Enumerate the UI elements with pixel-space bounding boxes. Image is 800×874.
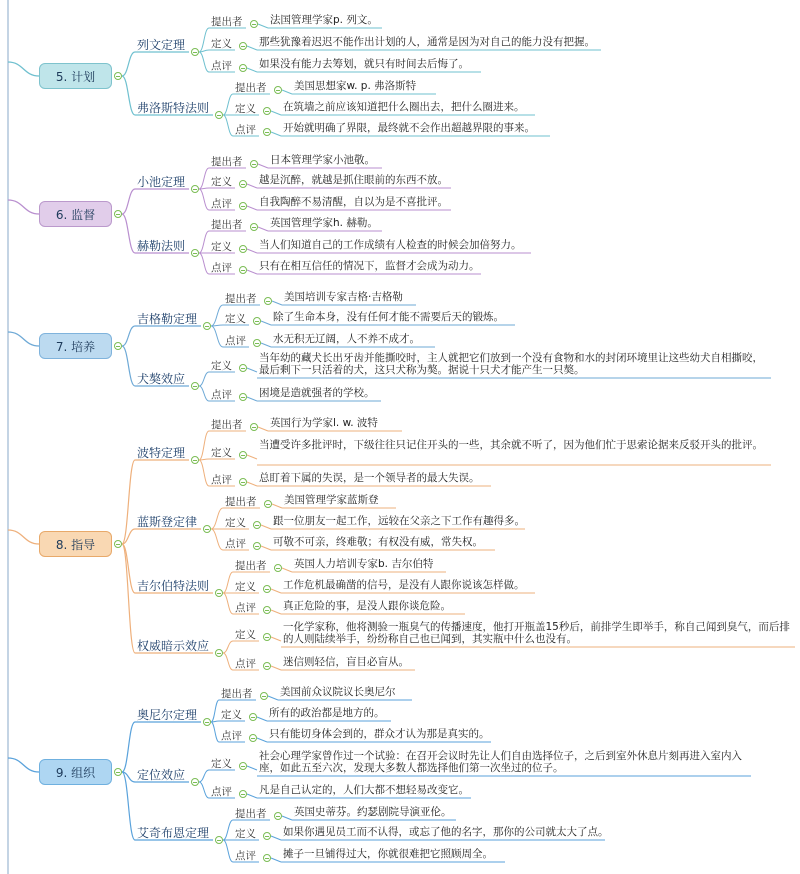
label-collapse-toggle[interactable] xyxy=(274,564,282,572)
row-label: 定义 xyxy=(235,103,256,115)
law-branch xyxy=(199,460,209,486)
law-branch xyxy=(211,326,223,347)
label-link xyxy=(261,546,271,550)
law-node[interactable]: 艾奇布恩定理 xyxy=(137,826,210,840)
label-collapse-toggle[interactable] xyxy=(250,160,258,168)
label-collapse-toggle[interactable] xyxy=(253,542,261,550)
law-branch xyxy=(211,508,223,529)
row-label: 点评 xyxy=(225,538,246,550)
law-branch xyxy=(223,572,233,593)
law-branch xyxy=(199,189,209,210)
row-label: 点评 xyxy=(221,730,242,742)
law-collapse-toggle[interactable] xyxy=(203,718,211,726)
label-collapse-toggle[interactable] xyxy=(250,20,258,28)
law-collapse-toggle[interactable] xyxy=(191,48,199,56)
label-collapse-toggle[interactable] xyxy=(239,180,247,188)
detail-text: 总盯着下属的失误，是一个领导者的最大失误。 xyxy=(259,472,480,484)
category-branch xyxy=(122,722,135,772)
row-label: 点评 xyxy=(235,602,256,614)
label-collapse-toggle[interactable] xyxy=(250,423,258,431)
row-label: 提出者 xyxy=(235,82,267,94)
law-collapse-toggle[interactable] xyxy=(215,589,223,597)
law-branch xyxy=(199,431,209,460)
label-link xyxy=(271,836,281,840)
category-branch xyxy=(122,544,135,653)
trunk-branch xyxy=(8,62,39,76)
law-branch xyxy=(199,28,209,52)
law-node[interactable]: 波特定理 xyxy=(137,446,186,460)
label-collapse-toggle[interactable] xyxy=(263,107,271,115)
label-link xyxy=(261,321,271,325)
law-branch xyxy=(199,168,209,189)
row-label: 提出者 xyxy=(211,219,243,231)
row-label: 提出者 xyxy=(235,560,267,572)
category-node[interactable]: 5. 计划 xyxy=(39,63,112,89)
row-label: 点评 xyxy=(211,786,232,798)
label-collapse-toggle[interactable] xyxy=(239,245,247,253)
law-collapse-toggle[interactable] xyxy=(215,111,223,119)
law-node[interactable]: 犬獒效应 xyxy=(137,372,186,386)
detail-text: 所有的政治都是地方的。 xyxy=(269,707,385,719)
category-node[interactable]: 7. 培养 xyxy=(39,333,112,359)
label-collapse-toggle[interactable] xyxy=(263,662,271,670)
category-branch xyxy=(122,346,135,386)
law-node[interactable]: 赫勒法则 xyxy=(137,239,186,253)
label-link xyxy=(247,68,257,72)
label-collapse-toggle[interactable] xyxy=(263,633,271,641)
detail-text: 英国管理学家h. 赫勒。 xyxy=(270,217,378,229)
law-branch xyxy=(199,253,209,274)
law-branch xyxy=(211,305,223,326)
label-link xyxy=(258,227,268,231)
label-link xyxy=(247,766,257,770)
row-label: 定义 xyxy=(225,517,246,529)
law-branch xyxy=(223,641,233,653)
label-collapse-toggle[interactable] xyxy=(264,500,272,508)
detail-text: 在筑墙之前应该知道把什么圈出去，把什么圈进来。 xyxy=(283,101,525,113)
law-branch xyxy=(199,52,209,72)
label-collapse-toggle[interactable] xyxy=(239,64,247,72)
law-branch xyxy=(199,782,209,798)
law-branch xyxy=(199,770,209,782)
row-label: 点评 xyxy=(235,658,256,670)
law-branch xyxy=(223,593,233,614)
law-branch xyxy=(223,653,233,670)
detail-text: 如果你遇见员工而不认得，或忘了他的名字，那你的公司就太大了点。 xyxy=(283,826,609,838)
row-label: 定义 xyxy=(211,447,232,459)
label-link xyxy=(261,525,271,529)
label-collapse-toggle[interactable] xyxy=(274,86,282,94)
law-collapse-toggle[interactable] xyxy=(191,249,199,257)
label-link xyxy=(247,46,257,50)
row-label: 定义 xyxy=(225,313,246,325)
label-link xyxy=(282,816,292,820)
label-link xyxy=(257,717,267,721)
category-node[interactable]: 9. 组织 xyxy=(39,759,112,785)
law-node[interactable]: 权威暗示效应 xyxy=(137,639,210,653)
row-label: 定义 xyxy=(235,581,256,593)
law-node[interactable]: 小池定理 xyxy=(137,175,186,189)
detail-text: 凡是自己认定的，人们大都不想轻易改变它。 xyxy=(259,784,469,796)
label-link xyxy=(268,696,278,700)
label-link xyxy=(247,455,257,459)
row-label: 提出者 xyxy=(225,293,257,305)
label-link xyxy=(247,249,257,253)
label-collapse-toggle[interactable] xyxy=(263,832,271,840)
label-link xyxy=(271,610,281,614)
label-collapse-toggle[interactable] xyxy=(239,393,247,401)
category-node[interactable]: 6. 监督 xyxy=(39,201,112,227)
detail-text: 当年幼的藏犬长出牙齿并能撕咬时，主人就把它们放到一个没有食物和水的封闭环境里让这些幼犬自相撕咬，最后剩下一只活着的犬，这只犬称为獒。据说十只犬才能产生一只獒。 xyxy=(259,352,763,376)
label-collapse-toggle[interactable] xyxy=(263,606,271,614)
category-branch xyxy=(122,460,135,544)
category-branch xyxy=(122,52,135,76)
label-link xyxy=(271,637,281,641)
label-collapse-toggle[interactable] xyxy=(239,451,247,459)
label-link xyxy=(258,24,268,28)
law-node[interactable]: 吉尔伯特法则 xyxy=(137,579,210,593)
row-label: 点评 xyxy=(211,474,232,486)
row-label: 点评 xyxy=(225,335,246,347)
row-label: 提出者 xyxy=(225,496,257,508)
detail-text: 自我陶醉不易清醒，自以为是不喜批评。 xyxy=(259,196,448,208)
label-collapse-toggle[interactable] xyxy=(239,478,247,486)
detail-text: 摊子一旦铺得过大，你就很难把它照顾周全。 xyxy=(283,848,493,860)
law-collapse-toggle[interactable] xyxy=(203,322,211,330)
label-collapse-toggle[interactable] xyxy=(249,713,257,721)
law-branch xyxy=(199,372,209,386)
label-collapse-toggle[interactable] xyxy=(253,521,261,529)
detail-text: 社会心理学家曾作过一个试验：在召开会议时先让人们自由选择位子，之后到室外休息片刻再进入室内入座，如此五至六次，发现大多数人都选择他们第一次坐过的位子。 xyxy=(259,750,742,774)
label-link xyxy=(247,206,257,210)
row-label: 提出者 xyxy=(211,156,243,168)
law-node[interactable]: 吉格勒定理 xyxy=(137,312,198,326)
detail-text: 开始就明确了界限，最终就不会作出超越界限的事来。 xyxy=(283,122,535,134)
law-branch xyxy=(223,820,233,840)
row-label: 提出者 xyxy=(211,16,243,28)
detail-text: 美国培训专家吉格·吉格勒 xyxy=(284,291,403,303)
law-branch xyxy=(199,386,209,401)
category-branch xyxy=(122,189,135,214)
law-branch xyxy=(223,115,233,136)
law-branch xyxy=(211,722,219,742)
row-label: 定义 xyxy=(211,360,232,372)
label-link xyxy=(271,132,281,136)
law-collapse-toggle[interactable] xyxy=(191,778,199,786)
row-label: 提出者 xyxy=(211,419,243,431)
law-node[interactable]: 奥尼尔定理 xyxy=(137,708,198,722)
detail-text: 真正危险的事，是没人跟你谈危险。 xyxy=(283,600,451,612)
law-branch xyxy=(223,94,233,115)
detail-text: 只有能切身体会到的，群众才认为那是真实的。 xyxy=(269,728,490,740)
detail-text: 水无积无辽阔，人不养不成才。 xyxy=(273,333,420,345)
law-collapse-toggle[interactable] xyxy=(191,456,199,464)
trunk-branch xyxy=(8,758,39,772)
label-collapse-toggle[interactable] xyxy=(253,317,261,325)
law-branch xyxy=(211,700,219,722)
label-link xyxy=(247,482,257,486)
law-node[interactable]: 弗洛斯特法则 xyxy=(137,101,210,115)
label-collapse-toggle[interactable] xyxy=(263,854,271,862)
row-label: 提出者 xyxy=(221,688,253,700)
label-link xyxy=(247,794,257,798)
label-link xyxy=(271,111,281,115)
label-link xyxy=(247,368,257,372)
law-node[interactable]: 列文定理 xyxy=(137,38,186,52)
trunk-branch xyxy=(8,200,39,214)
label-collapse-toggle[interactable] xyxy=(239,762,247,770)
detail-text: 美国管理学家蓝斯登 xyxy=(284,494,379,506)
label-collapse-toggle[interactable] xyxy=(239,266,247,274)
label-collapse-toggle[interactable] xyxy=(253,339,261,347)
label-link xyxy=(258,427,268,431)
label-link xyxy=(272,504,282,508)
detail-text: 当人们知道自己的工作成绩有人检查的时候会加倍努力。 xyxy=(259,239,522,251)
label-collapse-toggle[interactable] xyxy=(263,128,271,136)
detail-text: 那些犹豫着迟迟不能作出计划的人，通常是因为对自己的能力没有把握。 xyxy=(259,36,595,48)
detail-text: 英国行为学家l. w. 波特 xyxy=(270,417,378,429)
label-link xyxy=(272,301,282,305)
row-label: 定义 xyxy=(221,709,242,721)
law-branch xyxy=(199,231,209,253)
label-link xyxy=(258,164,268,168)
law-node[interactable]: 定位效应 xyxy=(137,768,186,782)
label-collapse-toggle[interactable] xyxy=(239,202,247,210)
label-collapse-toggle[interactable] xyxy=(250,223,258,231)
row-label: 提出者 xyxy=(235,808,267,820)
label-collapse-toggle[interactable] xyxy=(263,585,271,593)
label-link xyxy=(247,184,257,188)
category-collapse-toggle[interactable] xyxy=(114,72,122,80)
category-node[interactable]: 8. 指导 xyxy=(39,531,112,557)
detail-text: 一化学家称，他将测验一瓶臭气的传播速度，他打开瓶盖15秒后，前排学生即举手，称自己闻到臭气，而后排的人则陆续举手，纷纷称自己也已闻到，其实瓶中什么也没有。 xyxy=(283,621,790,645)
category-branch xyxy=(122,544,135,593)
detail-text: 美国前众议院议长奥尼尔 xyxy=(280,686,396,698)
law-collapse-toggle[interactable] xyxy=(203,525,211,533)
label-link xyxy=(271,858,281,862)
law-collapse-toggle[interactable] xyxy=(191,382,199,390)
detail-text: 日本管理学家小池敬。 xyxy=(270,154,375,166)
law-branch xyxy=(211,529,223,550)
label-collapse-toggle[interactable] xyxy=(239,42,247,50)
label-link xyxy=(271,666,281,670)
label-collapse-toggle[interactable] xyxy=(260,692,268,700)
label-collapse-toggle[interactable] xyxy=(264,297,272,305)
law-collapse-toggle[interactable] xyxy=(215,649,223,657)
category-collapse-toggle[interactable] xyxy=(114,210,122,218)
label-link xyxy=(282,90,292,94)
category-branch xyxy=(122,214,135,253)
row-label: 定义 xyxy=(211,38,232,50)
category-collapse-toggle[interactable] xyxy=(114,342,122,350)
category-collapse-toggle[interactable] xyxy=(114,540,122,548)
row-label: 定义 xyxy=(211,758,232,770)
row-label: 点评 xyxy=(211,389,232,401)
label-link xyxy=(261,343,271,347)
label-link xyxy=(247,397,257,401)
category-branch xyxy=(122,76,135,115)
label-collapse-toggle[interactable] xyxy=(249,734,257,742)
detail-text: 如果没有能力去筹划，就只有时间去后悔了。 xyxy=(259,58,469,70)
law-branch xyxy=(223,840,233,862)
row-label: 点评 xyxy=(211,60,232,72)
label-link xyxy=(257,738,267,742)
law-collapse-toggle[interactable] xyxy=(191,185,199,193)
detail-text: 除了生命本身，没有任何才能不需要后天的锻炼。 xyxy=(273,311,504,323)
row-label: 点评 xyxy=(211,198,232,210)
detail-text: 可敬不可亲，终难敬；有权没有威，常失权。 xyxy=(273,536,483,548)
label-collapse-toggle[interactable] xyxy=(239,364,247,372)
detail-text: 法国管理学家p. 列文。 xyxy=(270,14,378,26)
detail-text: 当遭受许多批评时，下级往往只记住开头的一些，其余就不听了，因为他们忙于思索论据来反驳开头的批评。 xyxy=(259,439,763,451)
detail-text: 迷信则轻信，盲目必盲从。 xyxy=(283,656,409,668)
law-node[interactable]: 蓝斯登定律 xyxy=(137,515,198,529)
trunk-branch xyxy=(8,530,39,544)
law-collapse-toggle[interactable] xyxy=(215,836,223,844)
detail-text: 英国史蒂芬。约瑟剧院导演亚伦。 xyxy=(294,806,452,818)
label-link xyxy=(282,568,292,572)
category-collapse-toggle[interactable] xyxy=(114,768,122,776)
row-label: 点评 xyxy=(235,124,256,136)
detail-text: 越是沉醉，就越是抓住眼前的东西不放。 xyxy=(259,174,448,186)
row-label: 定义 xyxy=(235,828,256,840)
detail-text: 美国思想家w. p. 弗洛斯特 xyxy=(294,80,417,92)
row-label: 定义 xyxy=(211,241,232,253)
row-label: 点评 xyxy=(235,850,256,862)
row-label: 定义 xyxy=(235,629,256,641)
trunk-branch xyxy=(8,332,39,346)
label-link xyxy=(271,589,281,593)
detail-text: 英国人力培训专家b. 吉尔伯特 xyxy=(294,558,434,570)
row-label: 定义 xyxy=(211,176,232,188)
detail-text: 困境是造就强者的学校。 xyxy=(259,387,375,399)
label-collapse-toggle[interactable] xyxy=(274,812,282,820)
detail-text: 只有在相互信任的情况下，监督才会成为动力。 xyxy=(259,260,480,272)
label-collapse-toggle[interactable] xyxy=(239,790,247,798)
row-label: 点评 xyxy=(211,262,232,274)
category-branch xyxy=(122,326,135,346)
detail-text: 跟一位朋友一起工作，远较在父亲之下工作有趣得多。 xyxy=(273,515,525,527)
detail-text: 工作危机最确凿的信号，是没有人跟你说该怎样做。 xyxy=(283,579,525,591)
label-link xyxy=(247,270,257,274)
